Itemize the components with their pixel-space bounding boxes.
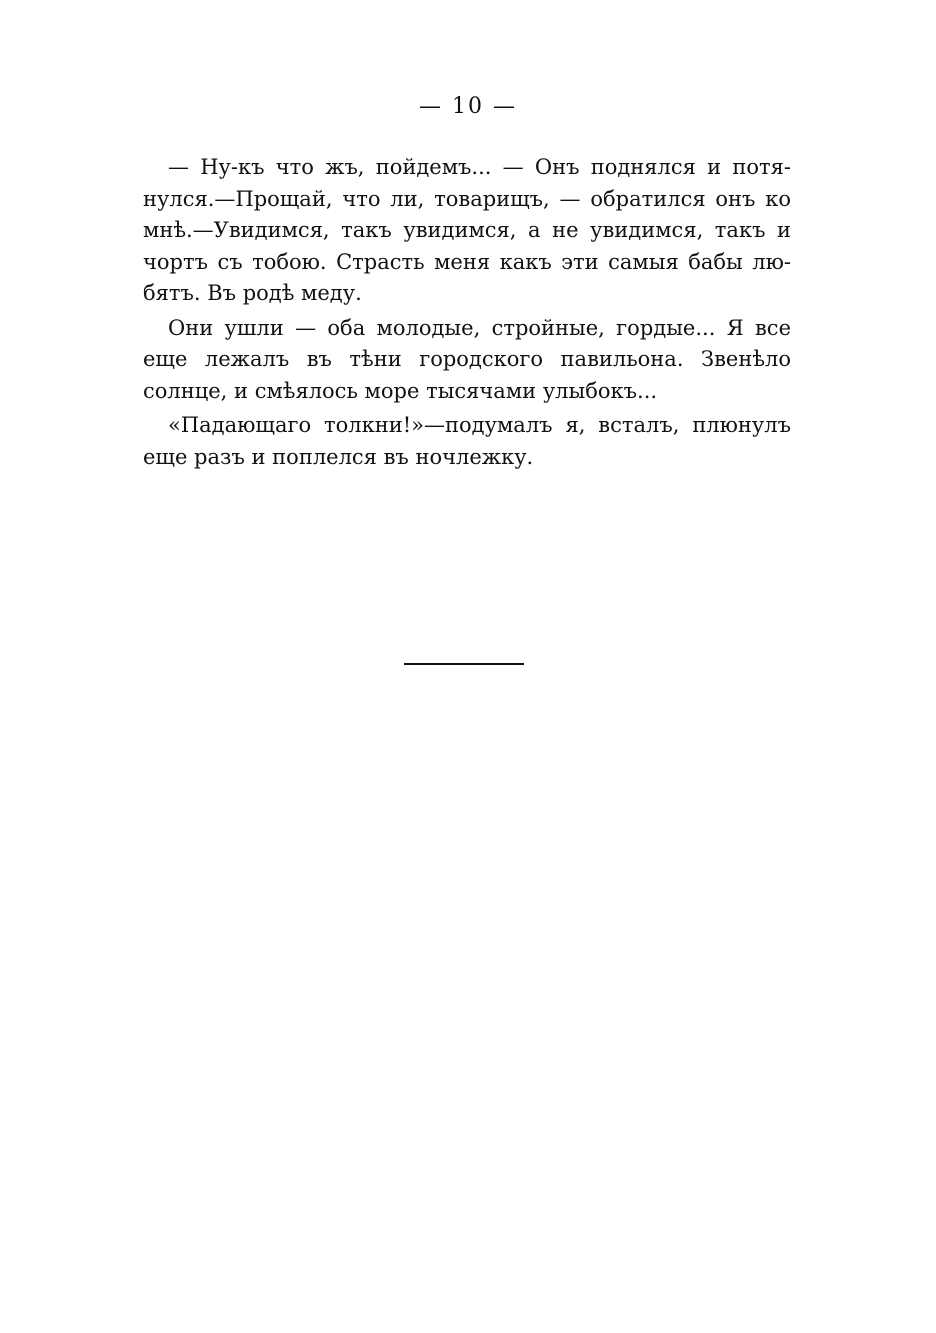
page-number: — 10 — <box>419 94 517 119</box>
text-block <box>143 152 791 473</box>
paragraph <box>143 152 791 310</box>
text-line: Они ушли — оба молодые, стройные, гордые... Я все <box>168 315 791 340</box>
text-line: нулся.—Прощай, что ли, товарищъ, — обратился онъ ко <box>143 186 791 211</box>
text-line: солнце, и смѣялось море тысячами улыбокъ... <box>143 378 658 403</box>
text-line: еще лежалъ въ тѣни городского павильона. Звенѣло <box>143 347 791 371</box>
text-line: бятъ. Въ родѣ меду. <box>143 281 362 305</box>
end-separator <box>404 663 524 665</box>
text-line: «Падающаго толкни!»—подумалъ я, всталъ, плюнулъ <box>168 413 791 437</box>
text-line: чортъ съ тобою. Страсть меня какъ эти самыя бабы лю- <box>143 249 791 274</box>
text-line: еще разъ и поплелся въ ночлежку. <box>143 444 534 469</box>
text-line: — Ну-къ что жъ, пойдемъ... — Онъ поднялся и потя- <box>168 155 791 179</box>
text-line: мнѣ.—Увидимся, такъ увидимся, а не увидимся, такъ и <box>143 218 791 242</box>
paragraph <box>143 410 791 473</box>
paragraph <box>143 313 791 408</box>
